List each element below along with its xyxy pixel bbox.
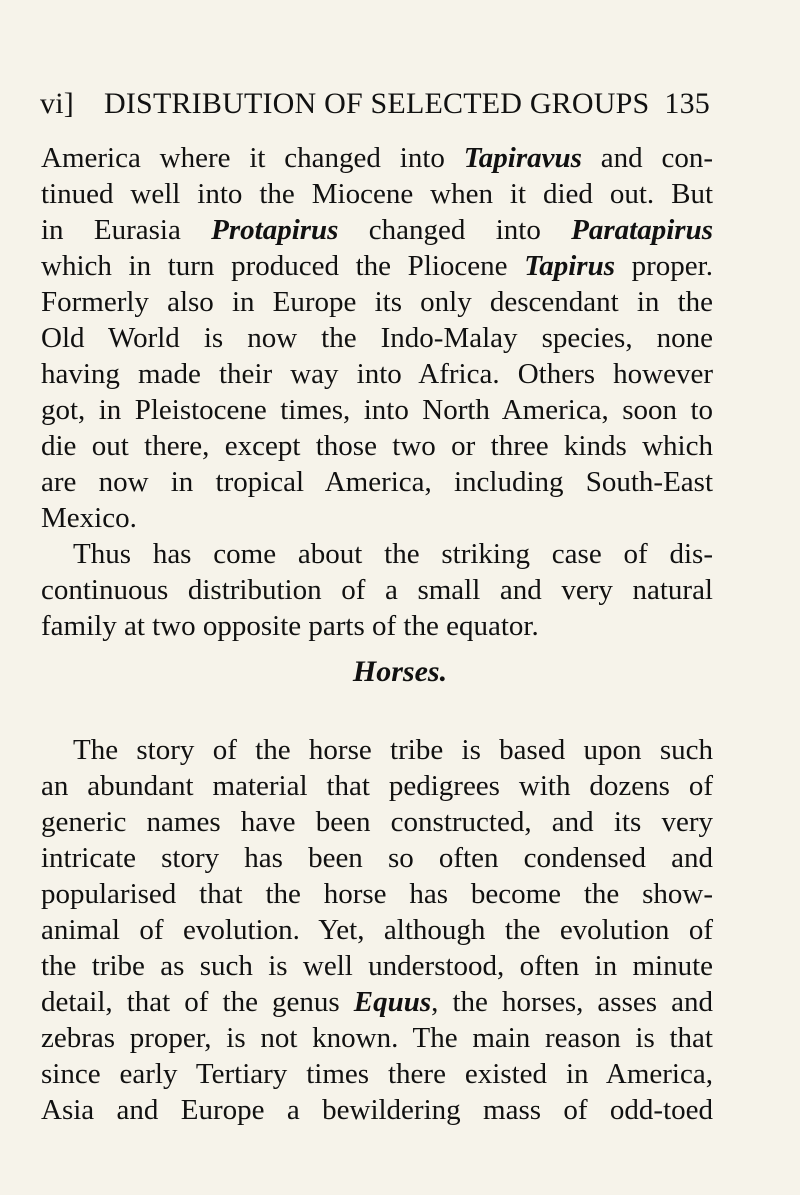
genus-name: Tapiravus [463,142,582,174]
text-line: Thus has come about the striking case of dis- [73,538,713,570]
text-line: animal of evolution. Yet, although the evolution of [41,914,713,946]
text-line: in Eurasia Protapirus changed into Paratapirus [41,214,713,246]
running-title: DISTRIBUTION OF SELECTED GROUPS [104,87,650,120]
text-line: since early Tertiary times there existed in America, [41,1058,713,1090]
text-line: having made their way into Africa. Others however [41,358,713,390]
text-line: Mexico. [41,502,137,534]
text-line: are now in tropical America, including South-East [41,466,713,498]
text-line: detail, that of the genus Equus, the horses, asses and [41,986,713,1018]
chapter-marker: vi] [40,87,74,120]
text-line: Asia and Europe a bewildering mass of odd-toed [41,1094,713,1126]
text-line: got, in Pleistocene times, into North America, soon to [41,394,713,426]
text-line: America where it changed into Tapiravus and con- [41,142,714,174]
genus-name: Tapirus [524,250,615,282]
genus-name: Protapirus [211,214,339,246]
text-line: Old World is now the Indo-Malay species, none [41,322,713,354]
text-line: continuous distribution of a small and very natural [41,574,713,606]
text-line: which in turn produced the Pliocene Tapirus proper. [41,250,713,282]
text-line: zebras proper, is not known. The main reason is that [41,1022,713,1054]
text-line: die out there, except those two or three kinds which [41,430,713,462]
text-line: popularised that the horse has become the show- [41,878,713,910]
genus-name: Paratapirus [571,214,713,246]
section-heading: Horses. [352,655,448,688]
text-line: tinued well into the Miocene when it died out. But [41,178,713,210]
text-line: Formerly also in Europe its only descendant in the [41,286,713,318]
paragraph-2 [41,536,713,644]
text-line: intricate story has been so often condensed and [41,842,713,874]
text-line: generic names have been constructed, and its very [41,806,713,838]
genus-name: Equus [353,986,432,1018]
paragraph-3 [41,732,713,1128]
text-line: the tribe as such is well understood, often in minute [41,950,713,982]
text-line: an abundant material that pedigrees with dozens of [41,770,713,802]
text-line: family at two opposite parts of the equator. [41,610,539,642]
page-number: 135 [664,87,710,120]
running-head [40,84,710,124]
text-line: The story of the horse tribe is based upon such [73,734,713,766]
paragraph-1 [41,140,713,536]
